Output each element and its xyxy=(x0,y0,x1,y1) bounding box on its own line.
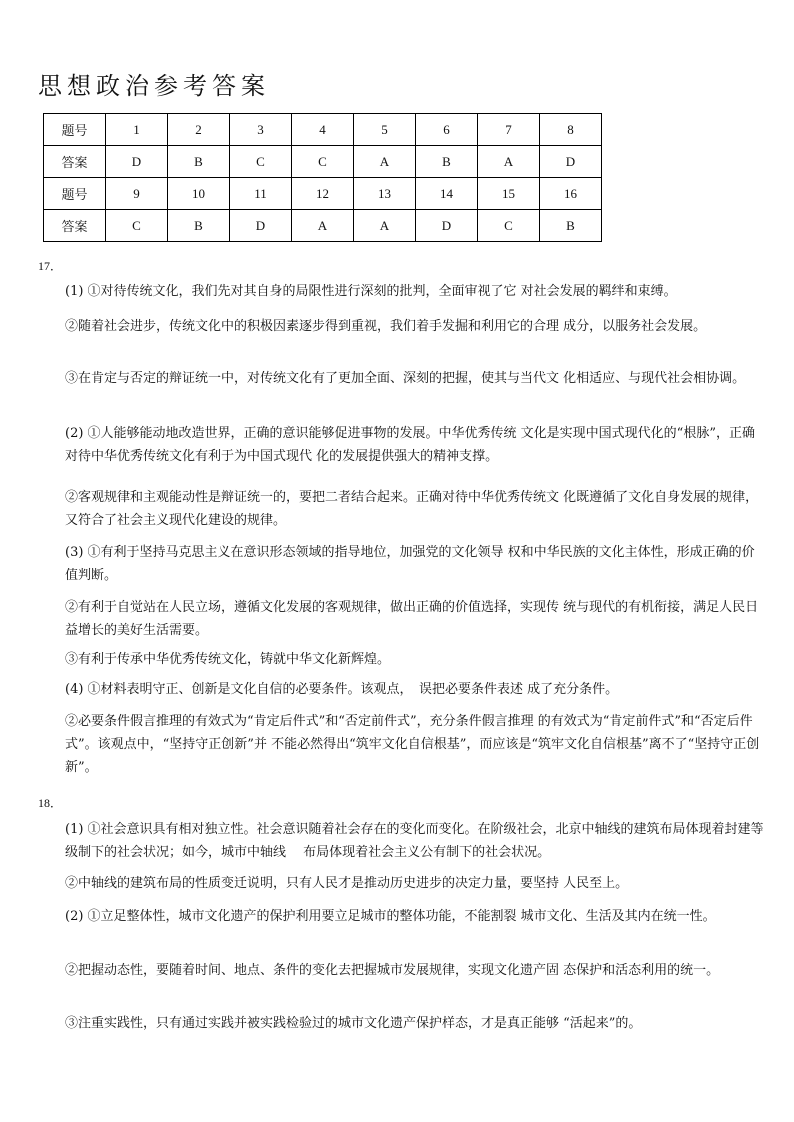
table-cell: 12 xyxy=(292,178,354,210)
answer-paragraph: (4) ①材料表明守正、创新是文化自信的必要条件。该观点， 误把必要条件表述 成了充分条件。 xyxy=(65,682,619,697)
table-cell: 2 xyxy=(168,114,230,146)
table-cell: A xyxy=(478,146,540,178)
answer-paragraph: ③有利于传承中华优秀传统文化，铸就中华文化新辉煌。 xyxy=(65,652,391,667)
table-cell: D xyxy=(416,210,478,242)
table-cell: 13 xyxy=(354,178,416,210)
table-cell: 11 xyxy=(230,178,292,210)
table-cell: 5 xyxy=(354,114,416,146)
table-cell: 15 xyxy=(478,178,540,210)
page-title: 思想政治参考答案 xyxy=(38,72,270,100)
table-row xyxy=(44,178,602,210)
answer-paragraph: (1) ①对待传统文化，我们先对其自身的局限性进行深刻的批判，全面审视了它 对社会发展的羁绊和束缚。 xyxy=(65,284,677,299)
table-cell: 9 xyxy=(106,178,168,210)
table-cell: 3 xyxy=(230,114,292,146)
answer-paragraph: ③注重实践性，只有通过实践并被实践检验过的城市文化遗产保护样态，才是真正能够 “活起来”的。 xyxy=(65,1016,642,1031)
answer-paragraph: ②中轴线的建筑布局的性质变迁说明，只有人民才是推动历史进步的决定力量，要坚持 人民至上。 xyxy=(65,876,629,891)
table-cell: 8 xyxy=(540,114,602,146)
table-cell: B xyxy=(168,210,230,242)
answer-paragraph: ②客观规律和主观能动性是辩证统一的，要把二者结合起来。正确对待中华优秀传统文 化既遵循了文化自身发展的规律，又符合了社会主义现代化建设的规律。 xyxy=(65,490,759,528)
table-row xyxy=(44,146,602,178)
table-cell: 7 xyxy=(478,114,540,146)
question-number-17: 17． xyxy=(38,259,63,273)
table-cell: C xyxy=(478,210,540,242)
table-cell: C xyxy=(106,210,168,242)
table-cell: D xyxy=(540,146,602,178)
table-cell: 14 xyxy=(416,178,478,210)
answer-paragraph: ③在肯定与否定的辩证统一中，对传统文化有了更加全面、深刻的把握，使其与当代文 化相适应、与现代社会相协调。 xyxy=(65,371,746,386)
table-cell: B xyxy=(540,210,602,242)
question-number-18: 18． xyxy=(38,796,63,810)
table-cell: C xyxy=(292,146,354,178)
table-cell: D xyxy=(230,210,292,242)
table-cell: 10 xyxy=(168,178,230,210)
answer-paragraph: (2) ①人能够能动地改造世界，正确的意识能够促进事物的发展。中华优秀传统 文化是实现中国式现代化的“根脉”，正确对待中华优秀传统文化有利于为中国式现代 化的发展提供强大的精神支撑。 xyxy=(65,426,755,464)
row-label: 答案 xyxy=(44,210,106,242)
answer-paragraph: (3) ①有利于坚持马克思主义在意识形态领域的指导地位，加强党的文化领导 权和中华民族的文化主体性，形成正确的价值判断。 xyxy=(65,545,755,583)
answer-paragraph: ②把握动态性，要随着时间、地点、条件的变化去把握城市发展规律，实现文化遗产固 态保护和活态利用的统一。 xyxy=(65,963,720,978)
table-cell: B xyxy=(168,146,230,178)
answer-paragraph: ②随着社会进步，传统文化中的积极因素逐步得到重视，我们着手发掘和利用它的合理 成分，以服务社会发展。 xyxy=(65,319,707,334)
table-cell: D xyxy=(106,146,168,178)
answer-paragraph: ②必要条件假言推理的有效式为“肯定后件式”和“否定前件式”，充分条件假言推理 的有效式为“肯定前件式”和“否定后件式”。该观点中，“坚持守正创新”并 不能必然得出“筑牢文化自信根基”，而应该是“筑牢文化自信根基”离不了“坚持守正创新”。 xyxy=(65,714,760,775)
answer-paragraph: (2) ①立足整体性，城市文化遗产的保护利用要立足城市的整体功能，不能割裂 城市文化、生活及其内在统一性。 xyxy=(65,909,716,924)
answer-table xyxy=(43,113,602,242)
row-label: 题号 xyxy=(44,178,106,210)
table-row xyxy=(44,114,602,146)
row-label: 题号 xyxy=(44,114,106,146)
table-cell: B xyxy=(416,146,478,178)
table-row xyxy=(44,210,602,242)
table-cell: C xyxy=(230,146,292,178)
table-cell: A xyxy=(354,146,416,178)
table-cell: 1 xyxy=(106,114,168,146)
answer-paragraph: ②有利于自觉站在人民立场，遵循文化发展的客观规律，做出正确的价值选择，实现传 统与现代的有机衔接，满足人民日益增长的美好生活需要。 xyxy=(65,600,759,638)
row-label: 答案 xyxy=(44,146,106,178)
table-cell: 16 xyxy=(540,178,602,210)
answer-paragraph: (1) ①社会意识具有相对独立性。社会意识随着社会存在的变化而变化。在阶级社会，北京中轴线的建筑布局体现着封建等级制下的社会状况；如今，城市中轴线 布局体现着社会主义公有制下的社会状况。 xyxy=(65,822,764,860)
table-cell: 4 xyxy=(292,114,354,146)
table-cell: A xyxy=(292,210,354,242)
table-cell: 6 xyxy=(416,114,478,146)
table-cell: A xyxy=(354,210,416,242)
